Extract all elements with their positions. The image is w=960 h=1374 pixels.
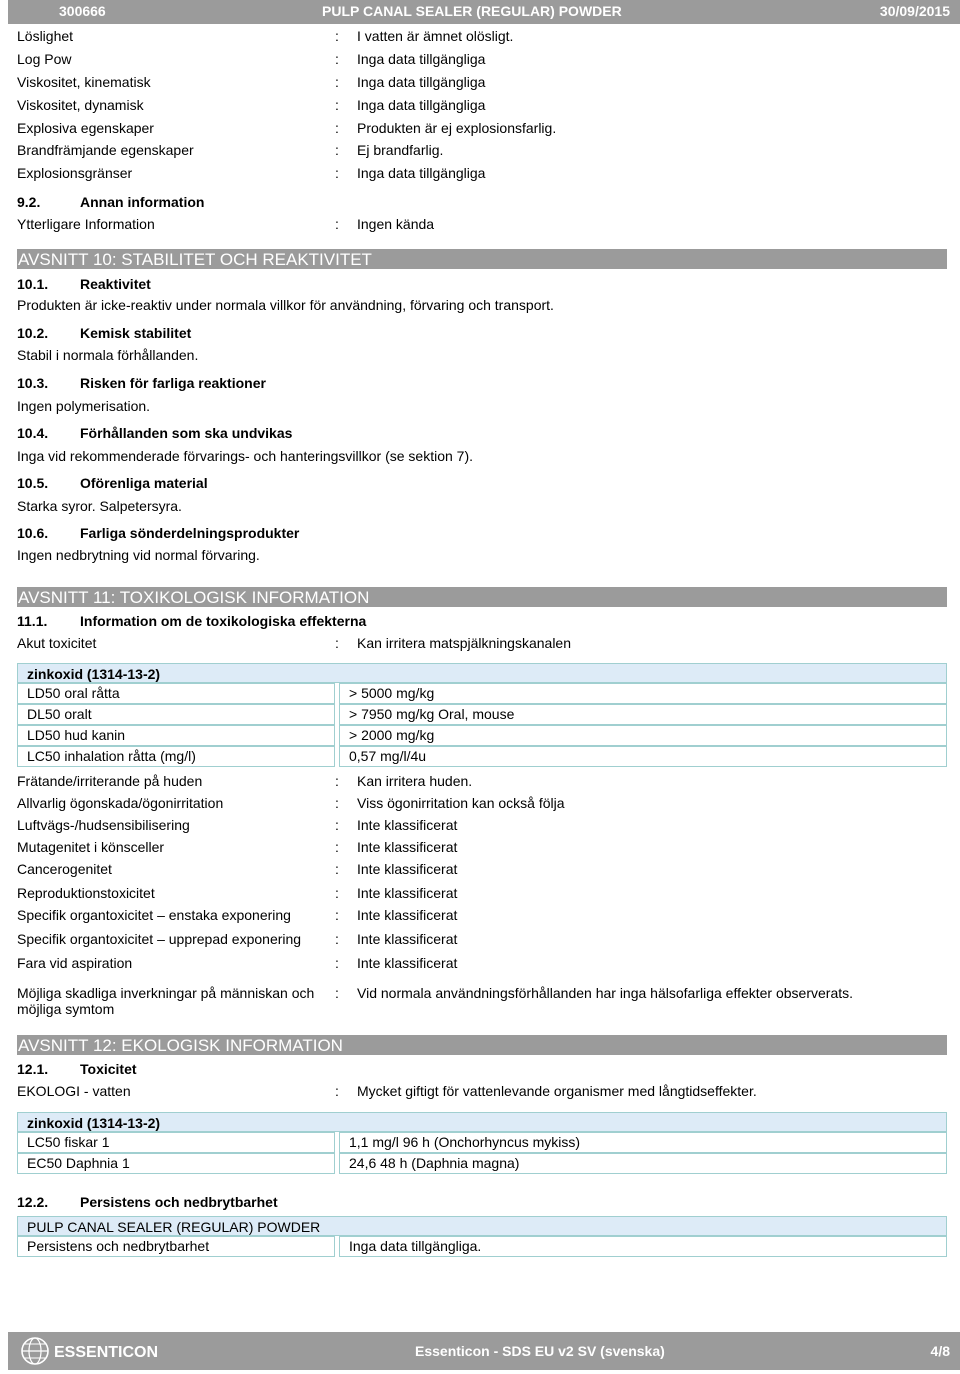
- colon: :: [335, 120, 339, 136]
- prop-row: [17, 95, 947, 115]
- subsection-heading: [17, 192, 205, 212]
- prop-value: Viss ögonirritation kan också följa: [357, 795, 565, 811]
- prop-value: Inte klassificerat: [357, 839, 458, 855]
- ecotoxicity-table: [17, 1112, 947, 1174]
- subsection-number: 10.5.: [17, 475, 49, 491]
- prop-value: Inte klassificerat: [357, 931, 458, 947]
- prop-row: [17, 633, 947, 653]
- subsection-title: Reaktivitet: [80, 276, 151, 292]
- prop-value: Kan irritera huden.: [357, 773, 473, 789]
- prop-row: [17, 163, 947, 183]
- prop-row: [17, 140, 947, 160]
- table-row: [17, 1236, 947, 1257]
- subsection-heading: [17, 274, 151, 294]
- table-row: [17, 746, 947, 767]
- subsection-text: Inga vid rekommenderade förvarings- och hanteringsvillkor (se sektion 7).: [17, 448, 473, 464]
- prop-label-line2: möjliga symtom: [17, 1001, 115, 1017]
- prop-label: Luftvägs-/hudsensibilisering: [17, 817, 190, 833]
- subsection-heading: [17, 1059, 137, 1079]
- prop-value: Ingen kända: [357, 216, 435, 232]
- prop-label: Viskositet, dynamisk: [17, 97, 144, 113]
- subsection-number: 10.2.: [17, 325, 49, 341]
- prop-row: [17, 859, 947, 879]
- prop-label: Akut toxicitet: [17, 635, 97, 651]
- prop-label: Specifik organtoxicitet – enstaka exponering: [17, 907, 291, 923]
- prop-value: Mycket giftigt för vattenlevande organismer med långtidseffekter.: [357, 1083, 757, 1099]
- colon: :: [335, 985, 339, 1001]
- prop-label: Explosionsgränser: [17, 165, 133, 181]
- table-cell-label: DL50 oralt: [17, 704, 335, 725]
- prop-value: Inte klassificerat: [357, 885, 458, 901]
- prop-label: Brandfrämjande egenskaper: [17, 142, 194, 158]
- table-row: [17, 1153, 947, 1174]
- prop-row: [17, 771, 947, 791]
- subsection-number: 10.3.: [17, 375, 49, 391]
- subsection-number: 10.1.: [17, 276, 49, 292]
- prop-label: Reproduktionstoxicitet: [17, 885, 155, 901]
- doc-code: 300666: [59, 3, 106, 19]
- subsection-number: 11.1.: [17, 613, 48, 629]
- subsection-heading: [17, 1192, 278, 1212]
- persistence-table: [17, 1216, 947, 1257]
- subsection-heading: [17, 323, 192, 343]
- table-cell-label: LD50 hud kanin: [17, 725, 335, 746]
- prop-row: [17, 1081, 947, 1101]
- colon: :: [335, 28, 339, 44]
- prop-value: Inga data tillgängliga: [357, 51, 486, 67]
- logo-text: ESSENTICON: [54, 1344, 159, 1361]
- table-header: zinkoxid (1314-13-2): [17, 1112, 947, 1132]
- subsection-title: Persistens och nedbrytbarhet: [80, 1194, 278, 1210]
- colon: :: [335, 165, 339, 181]
- table-cell-value: > 2000 mg/kg: [339, 725, 947, 746]
- subsection-number: 9.2.: [17, 194, 41, 210]
- table-header: PULP CANAL SEALER (REGULAR) POWDER: [17, 1216, 947, 1236]
- prop-value: Inga data tillgängliga: [357, 74, 486, 90]
- colon: :: [335, 817, 339, 833]
- subsection-number: 12.1.: [17, 1061, 49, 1077]
- subsection-heading: [17, 423, 293, 443]
- prop-row: [17, 905, 947, 925]
- essenticon-logo: [20, 1336, 190, 1369]
- prop-row: [17, 72, 947, 92]
- table-cell-label: LD50 oral råtta: [17, 683, 335, 704]
- prop-value: Inga data tillgängliga: [357, 97, 486, 113]
- prop-label: Log Pow: [17, 51, 72, 67]
- subsection-title: Annan information: [80, 194, 205, 210]
- prop-value: Inte klassificerat: [357, 907, 458, 923]
- table-cell-value: > 5000 mg/kg: [339, 683, 947, 704]
- prop-row: [17, 983, 947, 1021]
- table-cell-value: > 7950 mg/kg Oral, mouse: [339, 704, 947, 725]
- table-cell-value: Inga data tillgängliga.: [339, 1236, 947, 1257]
- subsection-title: Toxicitet: [80, 1061, 137, 1077]
- table-cell-label: Persistens och nedbrytbarhet: [17, 1236, 335, 1257]
- prop-label: Viskositet, kinematisk: [17, 74, 151, 90]
- prop-label: EKOLOGI - vatten: [17, 1083, 131, 1099]
- subsection-number: 10.6.: [17, 525, 49, 541]
- colon: :: [335, 635, 339, 651]
- colon: :: [335, 955, 339, 971]
- prop-value: Produkten är ej explosionsfarlig.: [357, 120, 557, 136]
- subsection-heading: [17, 523, 300, 543]
- colon: :: [335, 795, 339, 811]
- prop-label: Explosiva egenskaper: [17, 120, 154, 136]
- prop-row: [17, 214, 947, 234]
- subsection-text: Produkten är icke-reaktiv under normala villkor för användning, förvaring och transport.: [17, 297, 554, 313]
- table-cell-value: 1,1 mg/l 96 h (Onchorhyncus mykiss): [339, 1132, 947, 1153]
- prop-row: [17, 815, 947, 835]
- table-row: [17, 725, 947, 746]
- subsection-heading: [17, 473, 208, 493]
- subsection-title: Kemisk stabilitet: [80, 325, 192, 341]
- section-heading: AVSNITT 12: EKOLOGISK INFORMATION: [17, 1035, 947, 1055]
- colon: :: [335, 773, 339, 789]
- table-cell-label: LC50 fiskar 1: [17, 1132, 335, 1153]
- subsection-number: 10.4.: [17, 425, 49, 441]
- prop-label: Mutagenitet i könsceller: [17, 839, 165, 855]
- prop-row: [17, 118, 947, 138]
- colon: :: [335, 839, 339, 855]
- colon: :: [335, 861, 339, 877]
- colon: :: [335, 142, 339, 158]
- subsection-text: Ingen polymerisation.: [17, 398, 151, 414]
- prop-value: Vid normala användningsförhållanden har inga hälsofarliga effekter observerats.: [357, 985, 854, 1001]
- colon: :: [335, 74, 339, 90]
- table-row: [17, 1132, 947, 1153]
- prop-label: Löslighet: [17, 28, 74, 44]
- prop-label: Cancerogenitet: [17, 861, 112, 877]
- subsection-title: Förhållanden som ska undvikas: [80, 425, 293, 441]
- table-cell-value: 0,57 mg/l/4u: [339, 746, 947, 767]
- subsection-text: Starka syror. Salpetersyra.: [17, 498, 182, 514]
- prop-value: Inte klassificerat: [357, 817, 458, 833]
- page-header: [8, 0, 960, 24]
- table-row: [17, 704, 947, 725]
- prop-row: [17, 793, 947, 813]
- table-cell-label: LC50 inhalation råtta (mg/l): [17, 746, 335, 767]
- prop-label: Fara vid aspiration: [17, 955, 133, 971]
- product-name: PULP CANAL SEALER (REGULAR) POWDER: [322, 3, 622, 19]
- prop-value: I vatten är ämnet olösligt.: [357, 28, 514, 44]
- colon: :: [335, 97, 339, 113]
- prop-label: Frätande/irriterande på huden: [17, 773, 203, 789]
- table-row: [17, 683, 947, 704]
- colon: :: [335, 885, 339, 901]
- colon: :: [335, 51, 339, 67]
- colon: :: [335, 931, 339, 947]
- prop-value: Inte klassificerat: [357, 861, 458, 877]
- prop-value: Inga data tillgängliga: [357, 165, 486, 181]
- prop-row: [17, 883, 947, 903]
- subsection-heading: [17, 611, 367, 631]
- footer-text: Essenticon - SDS EU v2 SV (svenska): [415, 1343, 665, 1359]
- subsection-title: Farliga sönderdelningsprodukter: [80, 525, 300, 541]
- prop-label: Specifik organtoxicitet – upprepad exponering: [17, 931, 302, 947]
- table-cell-value: 24,6 48 h (Daphnia magna): [339, 1153, 947, 1174]
- globe-icon: [20, 1336, 190, 1366]
- subsection-number: 12.2.: [17, 1194, 49, 1210]
- page-footer: [8, 1332, 960, 1370]
- subsection-heading: [17, 373, 266, 393]
- colon: :: [335, 216, 339, 232]
- prop-row: [17, 837, 947, 857]
- page-number: 4/8: [930, 1343, 950, 1359]
- prop-value: Inte klassificerat: [357, 955, 458, 971]
- prop-row: [17, 929, 947, 949]
- table-cell-label: EC50 Daphnia 1: [17, 1153, 335, 1174]
- prop-value: Ej brandfarlig.: [357, 142, 444, 158]
- subsection-title: Risken för farliga reaktioner: [80, 375, 266, 391]
- prop-row: [17, 26, 947, 46]
- subsection-text: Stabil i normala förhållanden.: [17, 347, 199, 363]
- colon: :: [335, 1083, 339, 1099]
- section-heading: AVSNITT 11: TOXIKOLOGISK INFORMATION: [17, 587, 947, 607]
- subsection-title: Oförenliga material: [80, 475, 208, 491]
- doc-date: 30/09/2015: [879, 3, 950, 19]
- table-header: zinkoxid (1314-13-2): [17, 663, 947, 683]
- subsection-title: Information om de toxikologiska effekterna: [80, 613, 367, 629]
- prop-label: Ytterligare Information: [17, 216, 155, 232]
- section-heading: AVSNITT 10: STABILITET OCH REAKTIVITET: [17, 249, 947, 269]
- prop-label: Allvarlig ögonskada/ögonirritation: [17, 795, 224, 811]
- prop-row: [17, 49, 947, 69]
- toxicity-table: [17, 663, 947, 767]
- colon: :: [335, 907, 339, 923]
- prop-value: Kan irritera matspjälkningskanalen: [357, 635, 571, 651]
- prop-row: [17, 953, 947, 973]
- subsection-text: Ingen nedbrytning vid normal förvaring.: [17, 547, 260, 563]
- prop-label-line1: Möjliga skadliga inverkningar på människan och: [17, 985, 315, 1001]
